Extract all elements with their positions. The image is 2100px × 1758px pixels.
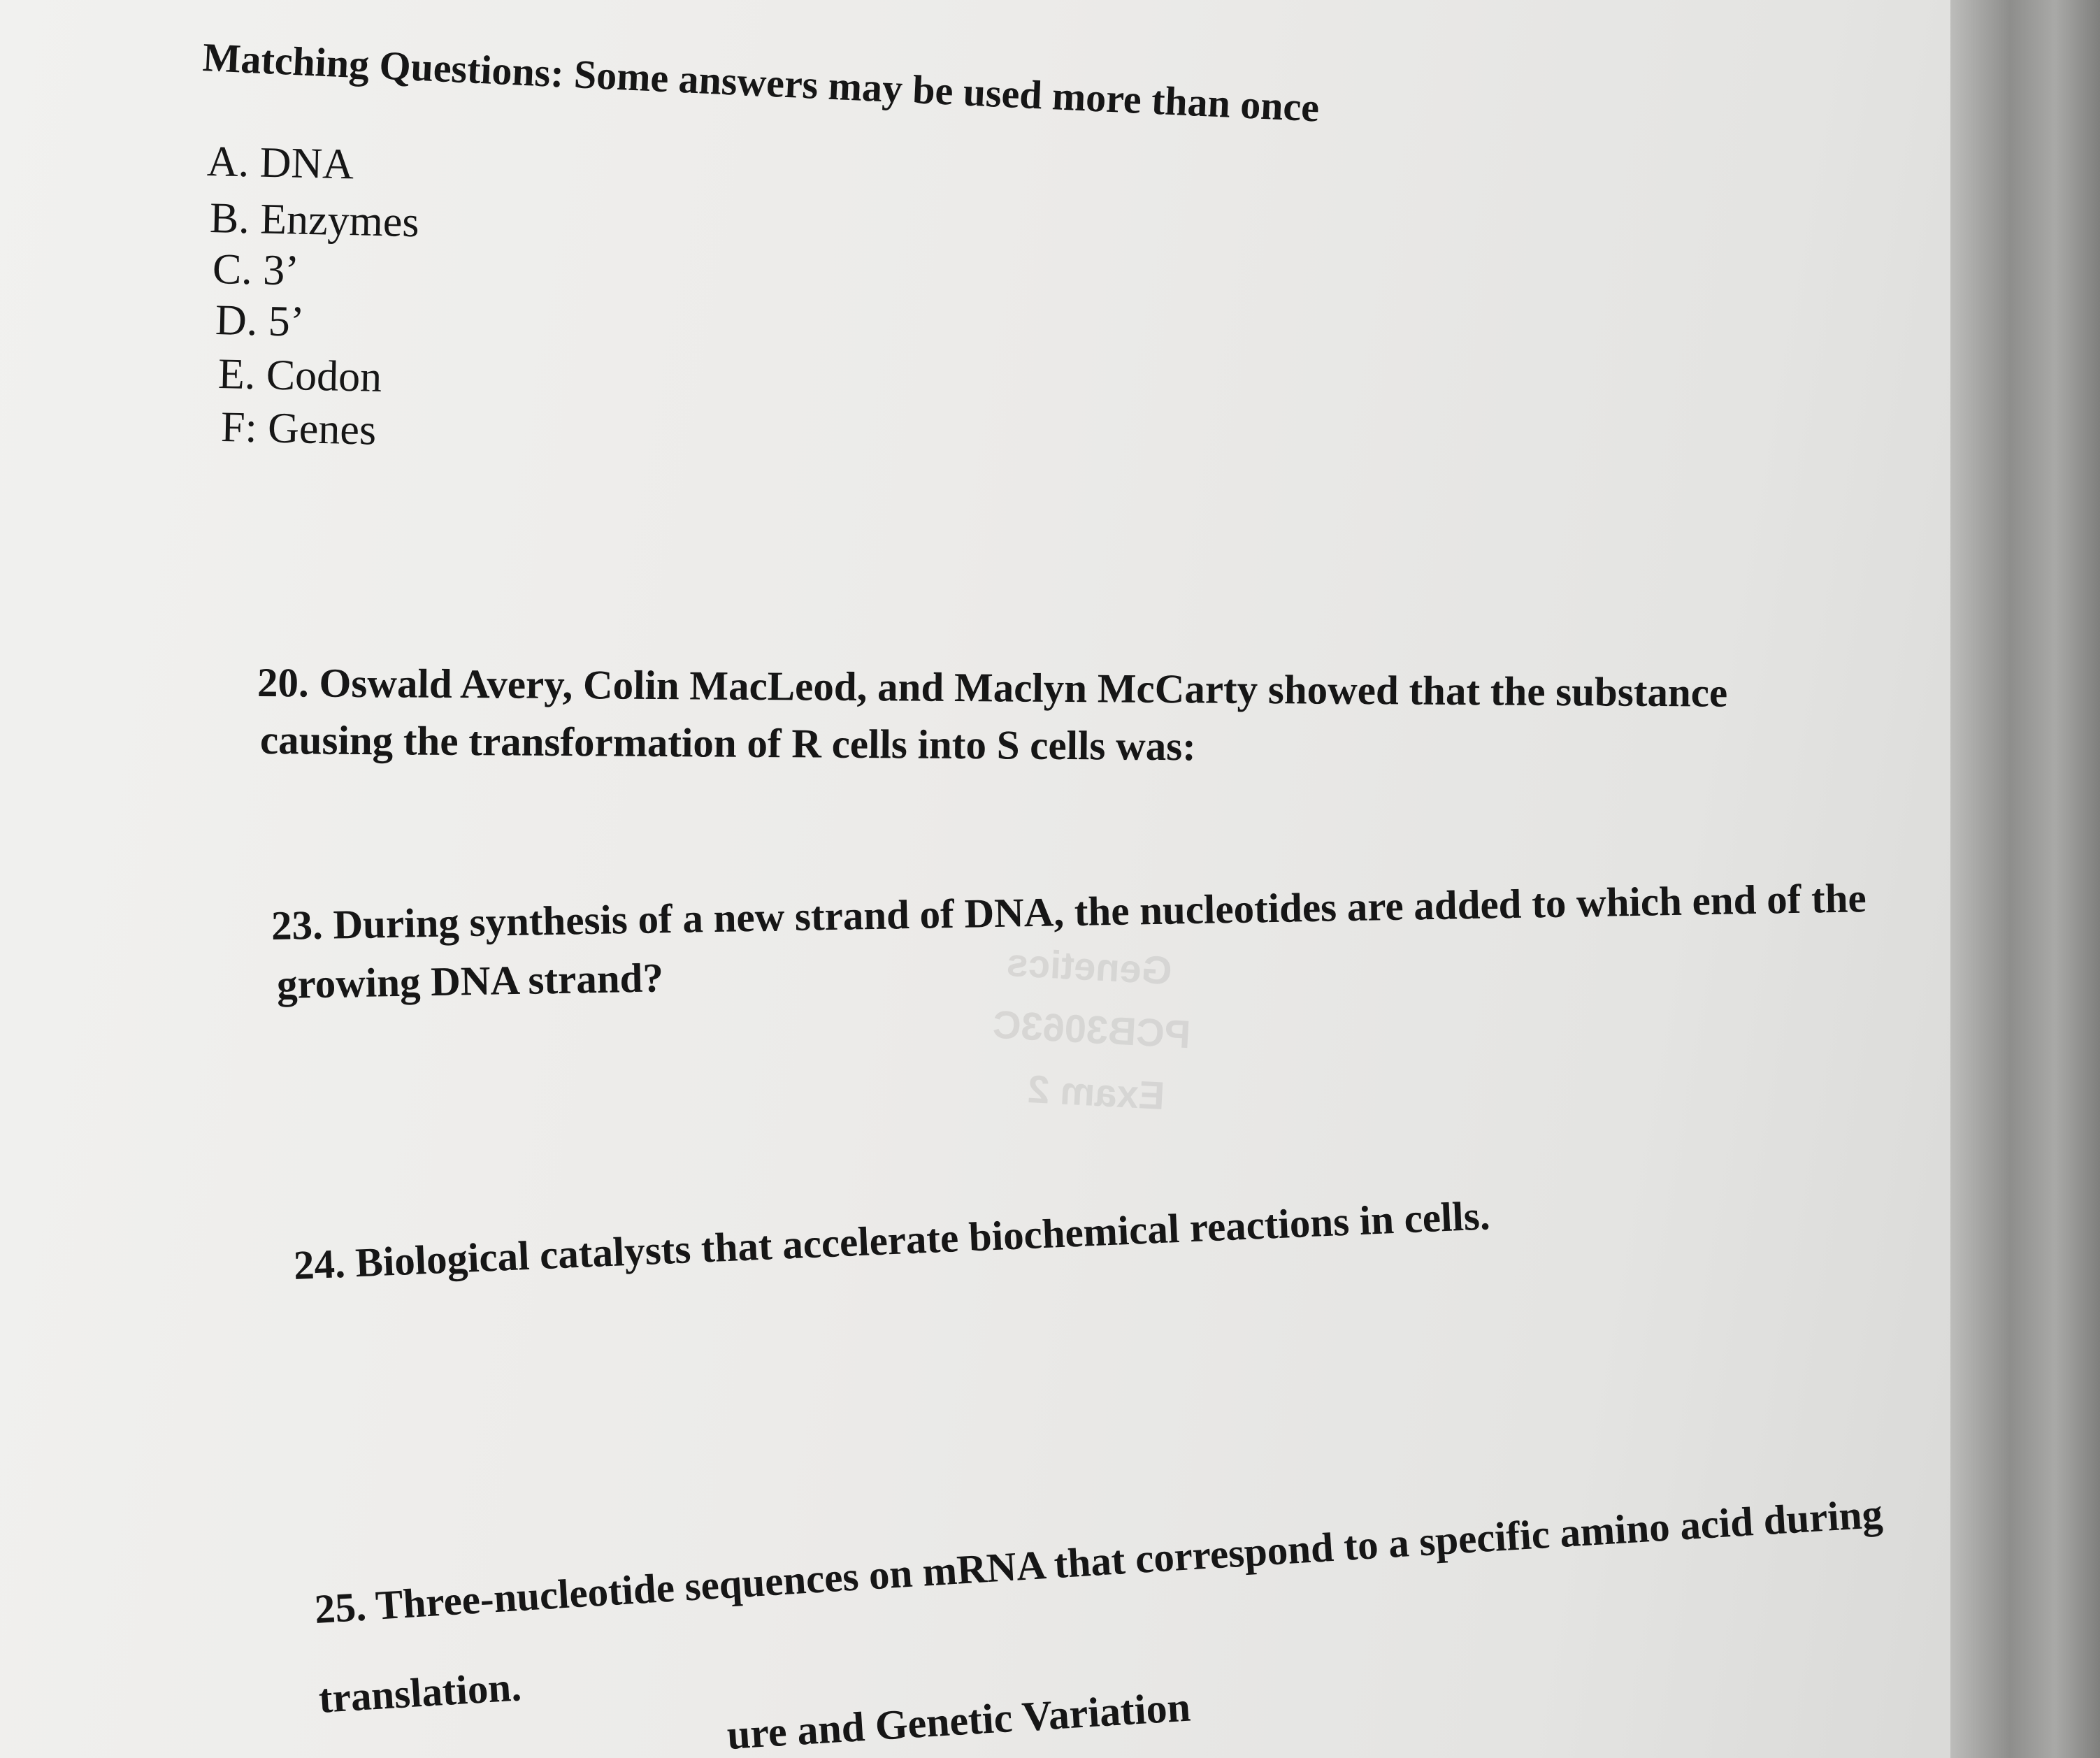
option-e: E. Codon (217, 350, 382, 401)
question-25-line2: translation. (317, 1663, 523, 1722)
question-24-line1: 24. Biological catalysts that accelerate biochemical reactions in cells. (292, 1192, 1491, 1288)
question-20-line2: causing the transformation of R cells into S cells was: (259, 716, 1197, 770)
page-edge-shadow (1950, 0, 2100, 1758)
section-heading-partial: ure and Genetic Variation (725, 1683, 1192, 1758)
question-20-line1: 20. Oswald Avery, Colin MacLeod, and Maclyn McCarty showed that the substance (257, 659, 1728, 716)
option-d: D. 5’ (215, 296, 305, 346)
bleed-through-code: PCB3063C (991, 1002, 1192, 1057)
option-a: A. DNA (206, 138, 354, 189)
bleed-through-exam: Exam 2 (1026, 1066, 1166, 1118)
bleed-through-course: Genetics (1005, 939, 1174, 993)
question-23-line2: growing DNA strand? (276, 954, 664, 1007)
option-f: F: Genes (220, 403, 377, 454)
option-b: B. Enzymes (209, 194, 420, 247)
question-23-line1: 23. During synthesis of a new strand of DNA, the nucleotides are added to which end of the (271, 874, 1867, 949)
question-25-line1: 25. Three-nucleotide sequences on mRNA that correspond to a specific amino acid during (312, 1490, 1884, 1632)
option-c: C. 3’ (212, 245, 300, 295)
matching-title: Matching Questions: Some answers may be used more than once (201, 34, 1321, 131)
